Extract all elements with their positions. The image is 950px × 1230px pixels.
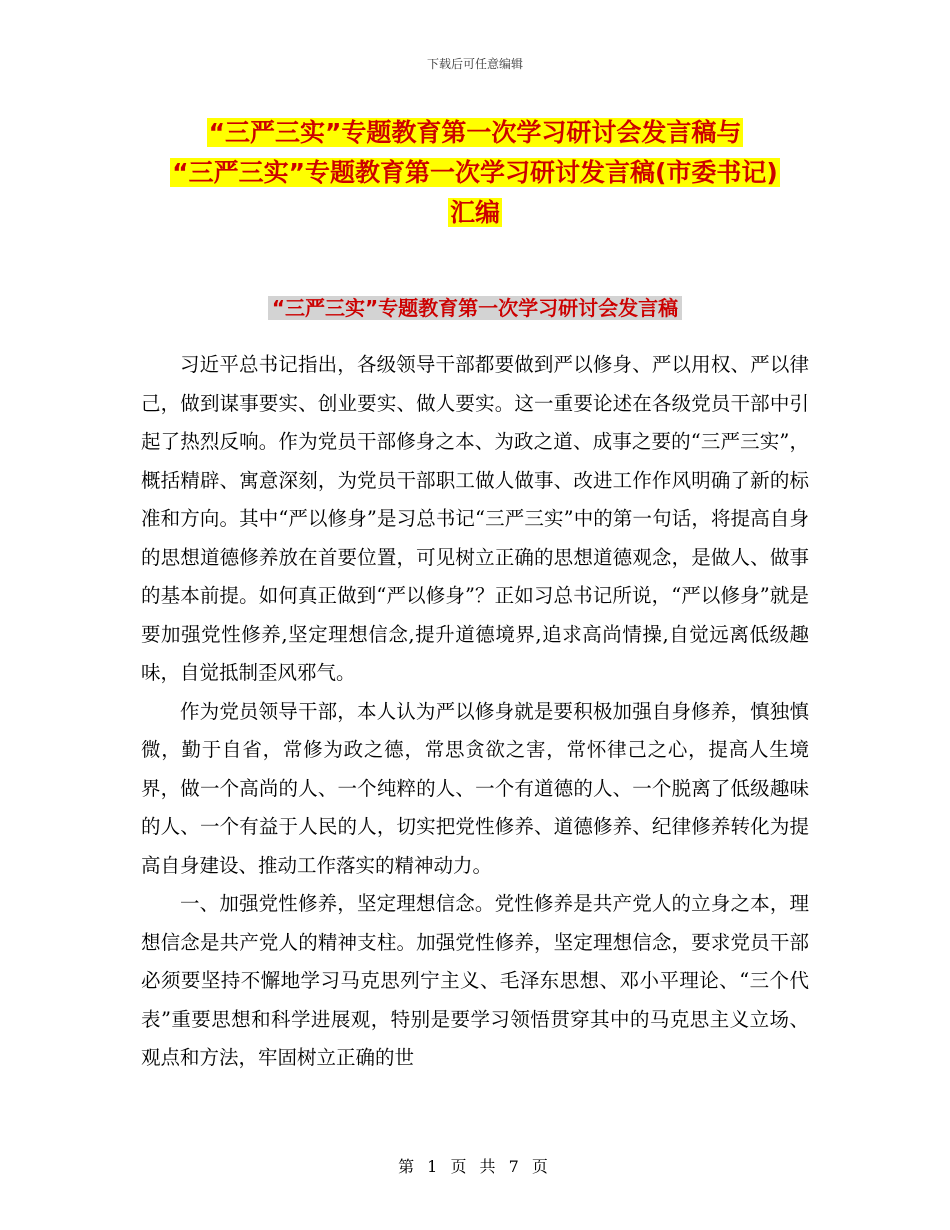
header-note: 下载后可任意编辑 [426, 57, 523, 71]
document-title [0, 113, 950, 233]
section-title-text: “三严三实”专题教育第一次学习研讨会发言稿 [268, 296, 682, 320]
section-title [0, 293, 950, 323]
title-line-3 [0, 193, 950, 233]
title-line-1 [0, 113, 950, 153]
paragraph: 作为党员领导干部，本人认为严以修身就是要积极加强自身修养，慎独慎微，勤于自省，常修为政之德，常思贪欲之害，常怀律己之心，提高人生境界，做一个高尚的人、一个纯粹的人、一个有道德的人、一个脱离了低级趣味的人、一个有益于人民的人，切实把党性修养、道德修养、纪律修养转化为提高自身建设、推动工作落实的精神动力。 [141, 699, 809, 877]
title-line-2-text: “三严三实”专题教育第一次学习研讨发言稿(市委书记) [172, 158, 778, 187]
title-line-3-text: 汇编 [449, 198, 500, 227]
paragraph: 习近平总书记指出，各级领导干部都要做到严以修身、严以用权、严以律己，做到谋事要实、创业要实、做人要实。这一重要论述在各级党员干部中引起了热烈反响。作为党员干部修身之本、为政之道、成事之要的“三严三实”，概括精辟、寓意深刻，为党员干部职工做人做事、改进工作作风明确了新的标准和方向。其中“严以修身”是习总书记“三严三实”中的第一句话，将提高自身的思想道德修养放在首要位置，可见树立正确的思想道德观念，是做人、做事的基本前提。如何真正做到“严以修身”？正如习总书记所说，“严以修身”就是要加强党性修养,坚定理想信念,提升道德境界,追求高尚情操,自觉远离低级趣味，自觉抵制歪风邪气。 [141, 353, 809, 684]
paragraph: 一、加强党性修养，坚定理想信念。党性修养是共产党人的立身之本，理想信念是共产党人的精神支柱。加强党性修养，坚定理想信念，要求党员干部必须要坚持不懈地学习马克思列宁主义、毛泽东思想、邓小平理论、“三个代表”重要思想和科学进展观，特别是要学习领悟贯穿其中的马克思主义立场、观点和方法，牢固树立正确的世 [141, 892, 809, 1069]
document-body [141, 346, 809, 1078]
title-line-2 [0, 153, 950, 193]
title-line-1-text: “三严三实”专题教育第一次学习研讨会发言稿与 [208, 118, 742, 147]
page-number-footer: 第 1 页 共 7 页 [398, 1157, 552, 1176]
